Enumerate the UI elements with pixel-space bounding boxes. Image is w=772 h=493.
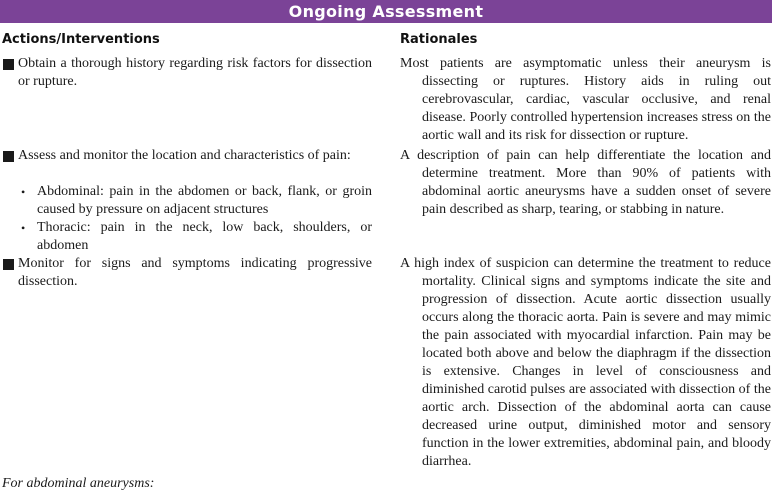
dot-bullet-icon: • — [21, 185, 26, 199]
rationale-item: A high index of suspicion can determine the treatment to reduce mortality. Clinical signs and symptoms indicate the site and progression of dissection. Acute aortic dissection usually occurs along the thoracic aorta. Pain is severe and may mimic the pain associated with myocardial infarction. Pain may be located both above and below the diaphragm if the dissection is extensive. Changes in level of consciousness and diminished carotid pulses are associated with dissection of the aortic arch. Dissection of the abdominal aorta can cause decreased urine output, diminished motor and sensory function in the lower extremities, abdominal pain, and bloody diarrhea. — [400, 256, 771, 469]
action-text: Monitor for signs and symptoms indicating progressive dissection. — [18, 256, 372, 289]
pain-subitem — [20, 183, 372, 219]
action-text: Obtain a thorough history regarding risk factors for dissection or rupture. — [18, 56, 372, 89]
dot-bullet-icon: • — [21, 221, 26, 235]
footer-subheading: For abdominal aneurysms: — [2, 476, 155, 491]
action-text: Assess and monitor the location and characteristics of pain: — [18, 148, 351, 163]
square-bullet-icon — [3, 259, 14, 270]
rationale-item: A description of pain can help differentiate the location and determine treatment. More than 90% of patients with abdominal aortic aneurysms have a sudden onset of severe pain described as sharp, tearing, or stabbing in nature. — [400, 148, 771, 217]
section-banner: Ongoing Assessment — [0, 0, 772, 23]
action-item — [2, 55, 372, 91]
column-header-rationales: Rationales — [400, 32, 478, 47]
column-header-actions: Actions/Interventions — [2, 32, 160, 47]
action-item — [2, 255, 372, 291]
square-bullet-icon — [3, 59, 14, 70]
pain-subitem — [20, 219, 372, 255]
subitem-text: Abdominal: pain in the abdomen or back, flank, or groin caused by pressure on adjacent structures — [37, 184, 372, 217]
subitem-text: Thoracic: pain in the neck, low back, shoulders, or abdomen — [37, 220, 372, 253]
rationale-item: Most patients are asymptomatic unless their aneurysm is dissecting or ruptures. History aids in ruling out cerebrovascular, cardiac, vascular occlusive, and renal disease. Poorly controlled hypertension increases stress on the aortic wall and its risk for dissection or rupture. — [400, 56, 771, 143]
action-item — [2, 147, 372, 165]
square-bullet-icon — [3, 151, 14, 162]
